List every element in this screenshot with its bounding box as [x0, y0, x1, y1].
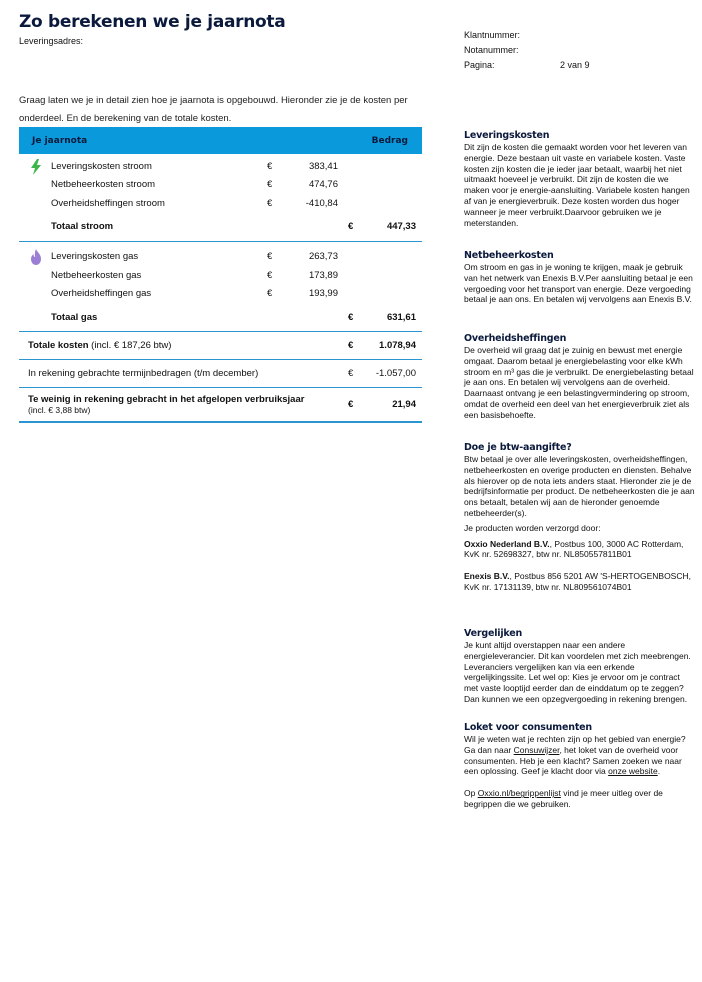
section-text: Wil je weten wat je rechten zijn op het gebied van energie? Ga dan naar Consuwijzer, het loket van de overheid voor consumenten. Heb je een klacht? Samen zoeken we naar een oplossing. Geef je klacht door via onze website.	[464, 734, 686, 777]
table-row: Netbeheerkosten gas € 173,89	[51, 269, 338, 281]
section-text: Om stroom en gas in je woning te krijgen, maak je gebruik van het netwerk van Enexis B.V.Per aansluiting betaal je een vergoeding voor het transport van energie. Deze vergoeding betaal je aan ons. En betalen wij vervolgens aan Enexis B.V.	[464, 262, 693, 305]
meta-page: Pagina: 2 van 9	[464, 60, 590, 70]
section-btw	[464, 442, 696, 593]
meta-customer-number: Klantnummer:	[464, 30, 521, 40]
installments-amount: -1.057,00	[375, 368, 416, 379]
section-text: De overheid wil graag dat je zuinig en bewust met energie omgaat. Daarom betaal je energiebelasting voor elke kWh stroom en m³ gas die je verbruikt. De energiebelasting betaal je aan ons. En betalen wij vervolgens aan de overheid. Daarnaast ontvang je een belastingvermindering op stroom, omdat de overheid een deel van het energieverbruik ziet als een basisbehoefte.	[464, 345, 694, 420]
section-vergelijken	[464, 628, 696, 705]
section-title: Doe je btw-aangifte?	[464, 442, 572, 453]
section-text: Je kunt altijd overstappen naar een andere energieleverancier. Dit kan voordelen met zich meebrengen. Leveranciers vergelijken kan via een erkende vergelijkingssite. Let wel op: Kies je ervoor om je contract met vaste looptijd eerder dan de einddatum op te zeggen? Dan kunnen we een opzegvergoeding in rekening brengen.	[464, 640, 691, 704]
section-title: Leveringskosten	[464, 130, 550, 141]
company-enexis: Enexis B.V., Postbus 856 5201 AW 'S-HERTOGENBOSCH, KvK nr. 17131139, btw nr. NL809561074B01	[464, 571, 691, 592]
section-overheidsheffingen	[464, 333, 696, 421]
section-title: Loket voor consumenten	[464, 722, 592, 733]
table-row: Overheidsheffingen gas € 193,99	[51, 288, 338, 300]
section-loket	[464, 722, 696, 810]
intro-text: Graag laten we je in detail zien hoe je jaarnota is opgebouwd. Hieronder zie je de kosten per onderdeel. En de berekening van de totale kosten.	[19, 95, 408, 124]
meta-invoice-number: Notanummer:	[464, 45, 519, 55]
producers-label: Je producten worden verzorgd door:	[464, 522, 601, 533]
balance-row: Te weinig in rekening gebracht in het afgelopen verbruiksjaar (incl. € 3,88 btw) € 21,94	[19, 388, 422, 423]
section-text: Btw betaal je over alle leveringskosten, overheidsheffingen, netbeheerkosten en overige producten en diensten. Behalve als hierover op de nota iets anders staat. Hieronder zie je de bedrijfsinformatie per product. De netbeheerkosten die je aan ons betaalt, betalen wij aan de hieronder genoemde netbeheerder(s).	[464, 454, 695, 518]
address-label: Leveringsadres:	[19, 36, 84, 46]
company-oxxio: Oxxio Nederland B.V., Postbus 100, 3000 AC Rotterdam, KvK nr. 52698327, btw nr. NL850557811B01	[464, 538, 684, 560]
table-row: Netbeheerkosten stroom € 474,76	[51, 179, 338, 191]
gas-total-row: Totaal gas € 631,61	[51, 311, 416, 323]
table-header	[19, 127, 422, 154]
website-link[interactable]: onze website	[608, 766, 658, 777]
glossary-text: Op Oxxio.nl/begrippenlijst vind je meer uitleg over de begrippen die we gebruiken.	[464, 788, 663, 809]
section-title: Netbeheerkosten	[464, 250, 554, 261]
electricity-total-row: Totaal stroom € 447,33	[51, 221, 416, 232]
table-row: Leveringskosten gas € 263,73	[51, 251, 338, 263]
installments-label: In rekening gebrachte termijnbedragen (t/m december)	[28, 368, 259, 379]
section-title: Overheidsheffingen	[464, 333, 567, 344]
glossary-link[interactable]: Oxxio.nl/begrippenlijst	[477, 788, 561, 799]
total-costs-vat: (incl. € 187,26 btw)	[91, 340, 172, 351]
total-costs-label: Totale kosten	[28, 340, 89, 351]
section-leveringskosten	[464, 130, 696, 228]
table-row: Leveringskosten stroom € 383,41	[51, 160, 338, 172]
consuwijzer-link[interactable]: Consuwijzer	[513, 744, 560, 755]
header-amount: Bedrag	[371, 135, 408, 146]
header-label: Je jaarnota	[32, 135, 88, 146]
balance-amount: 21,94	[392, 399, 416, 410]
installments-row: In rekening gebrachte termijnbedragen (t/m december) € -1.057,00	[19, 360, 422, 388]
page-title: Zo berekenen we je jaarnota	[19, 12, 286, 32]
balance-vat: (incl. € 3,88 btw)	[28, 404, 91, 415]
section-title: Vergelijken	[464, 628, 523, 639]
section-netbeheerkosten	[464, 250, 696, 305]
annual-bill-table	[19, 127, 422, 423]
total-costs-row: Totale kosten (incl. € 187,26 btw) € 1.078,94	[19, 332, 422, 360]
table-row: Overheidsheffingen stroom € -410,84	[51, 197, 338, 209]
invoice-meta	[464, 30, 590, 75]
electricity-group	[19, 154, 422, 242]
balance-label: Te weinig in rekening gebracht in het afgelopen verbruiksjaar	[28, 393, 305, 405]
total-costs-amount: 1.078,94	[379, 340, 416, 351]
gas-group	[19, 242, 422, 333]
section-text: Dit zijn de kosten die gemaakt worden voor het leveren van energie. Deze bestaan uit vaste en variabele kosten. Vaste kosten zijn kosten die je ieder jaar betaalt, waarbij het niet uitmaakt hoeveel je verbruikt. Dit zijn de kosten die we maken voor je energie-aansluiting. Variabele kosten hangen af van je energieverbruik. Deze kosten worden dus hoger wanneer je meer verbruikt.Daarvoor gebruiken we je meterstanden.	[464, 142, 690, 228]
